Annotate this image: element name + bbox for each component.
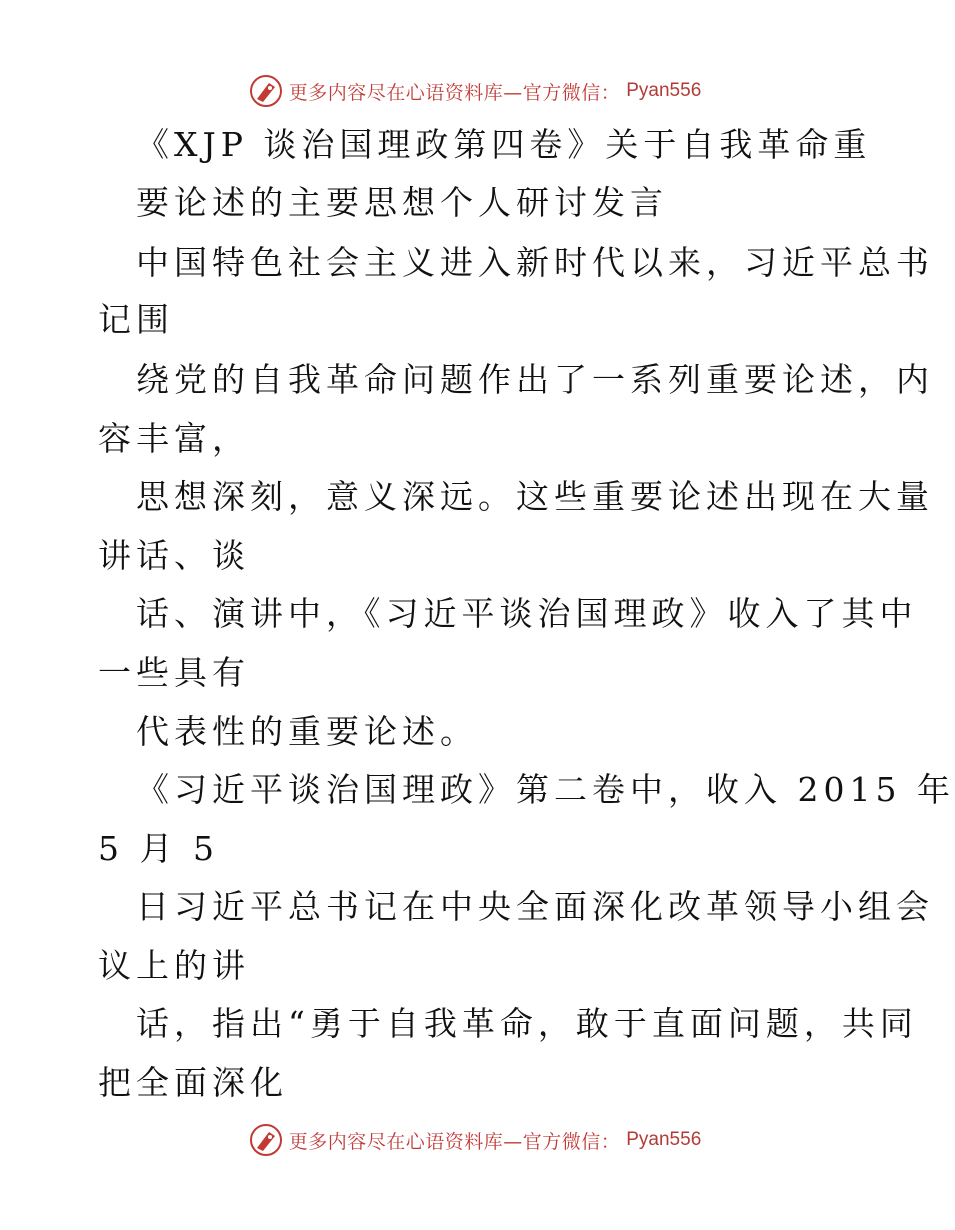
- doc-line: 《习近平谈治国理政》第二卷中，收入 2015 年: [136, 770, 955, 809]
- watermark-handle: Pyan556: [626, 80, 702, 101]
- doc-line: 代表性的重要论述。: [136, 712, 478, 751]
- header-watermark: [0, 71, 950, 111]
- doc-line: 要论述的主要思想个人研讨发言: [136, 183, 668, 222]
- doc-line: 容丰富，: [98, 419, 250, 458]
- doc-line: 讲话、谈: [98, 536, 250, 575]
- doc-line: 议上的讲: [98, 946, 250, 985]
- doc-line: 日习近平总书记在中央全面深化改革领导小组会: [136, 887, 934, 926]
- doc-line: 中国特色社会主义进入新时代以来，习近平总书: [136, 243, 934, 282]
- doc-line: 思想深刻，意义深远。这些重要论述出现在大量: [136, 477, 934, 516]
- doc-line: 《XJP 谈治国理政第四卷》关于自我革命重: [136, 125, 872, 164]
- doc-line: 一些具有: [98, 653, 250, 692]
- pen-nib-logo-icon: [249, 1123, 283, 1157]
- doc-line: 话、演讲中，《习近平谈治国理政》收入了其中: [136, 594, 918, 633]
- doc-line: 话，指出“勇于自我革命，敢于直面问题，共同: [136, 1004, 918, 1043]
- pen-nib-logo-icon: [249, 74, 283, 108]
- watermark-handle: Pyan556: [626, 1129, 702, 1150]
- footer-watermark: [0, 1120, 950, 1160]
- doc-line: 绕党的自我革命问题作出了一系列重要论述，内: [136, 360, 934, 399]
- watermark-label: 更多内容尽在心语资料库—官方微信：: [288, 81, 621, 104]
- doc-line: 把全面深化: [98, 1063, 288, 1102]
- doc-line: 5 月 5: [98, 829, 219, 868]
- doc-line: 记围: [98, 300, 174, 339]
- watermark-label: 更多内容尽在心语资料库—官方微信：: [288, 1130, 621, 1153]
